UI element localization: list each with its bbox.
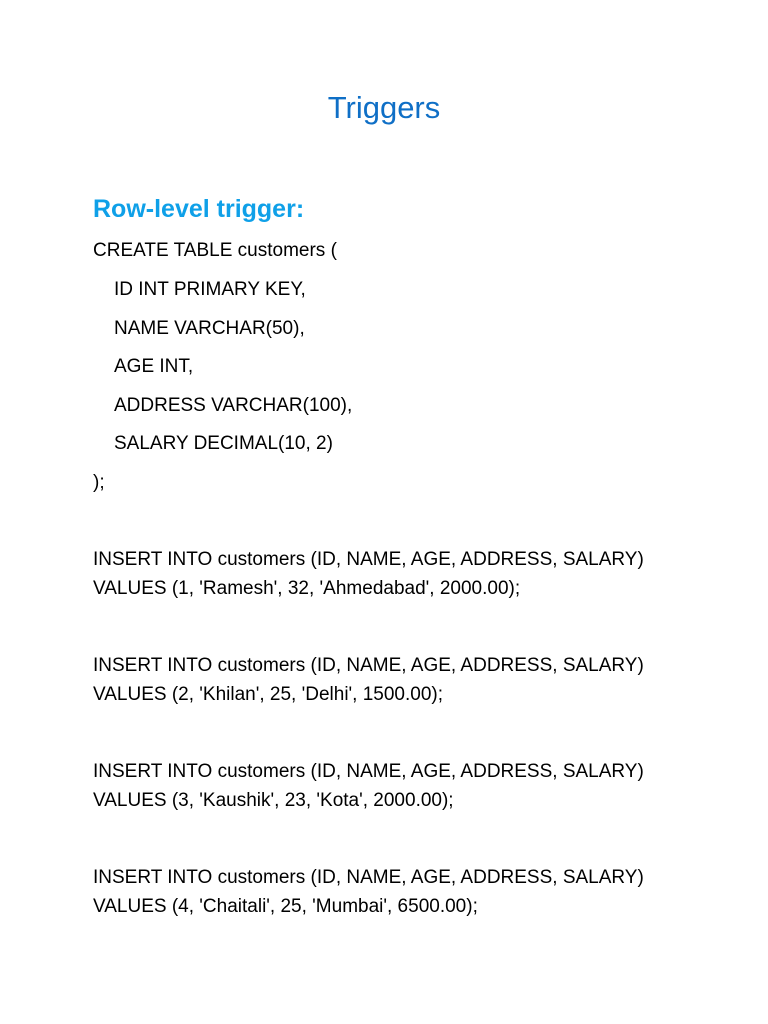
insert-values-line: VALUES (4, 'Chaitali', 25, 'Mumbai', 6500.00); — [93, 896, 478, 917]
section-heading: Row-level trigger: — [93, 195, 305, 223]
column-definition: NAME VARCHAR(50), — [114, 318, 305, 339]
insert-statement-line: INSERT INTO customers (ID, NAME, AGE, ADDRESS, SALARY) — [93, 655, 644, 676]
create-table-close: ); — [93, 472, 105, 493]
document-title: Triggers — [327, 90, 441, 125]
insert-statement-line: INSERT INTO customers (ID, NAME, AGE, ADDRESS, SALARY) — [93, 761, 644, 782]
insert-statement-line: INSERT INTO customers (ID, NAME, AGE, ADDRESS, SALARY) — [93, 867, 644, 888]
insert-values-line: VALUES (1, 'Ramesh', 32, 'Ahmedabad', 2000.00); — [93, 578, 521, 599]
create-table-open: CREATE TABLE customers ( — [93, 240, 337, 261]
insert-statement-line: INSERT INTO customers (ID, NAME, AGE, ADDRESS, SALARY) — [93, 549, 644, 570]
insert-values-line: VALUES (2, 'Khilan', 25, 'Delhi', 1500.00); — [93, 684, 444, 705]
column-definition: ADDRESS VARCHAR(100), — [114, 395, 353, 416]
insert-values-line: VALUES (3, 'Kaushik', 23, 'Kota', 2000.00); — [93, 790, 454, 811]
column-definition: ID INT PRIMARY KEY, — [114, 279, 306, 300]
column-definition: SALARY DECIMAL(10, 2) — [114, 433, 333, 454]
column-definition: AGE INT, — [114, 356, 194, 377]
